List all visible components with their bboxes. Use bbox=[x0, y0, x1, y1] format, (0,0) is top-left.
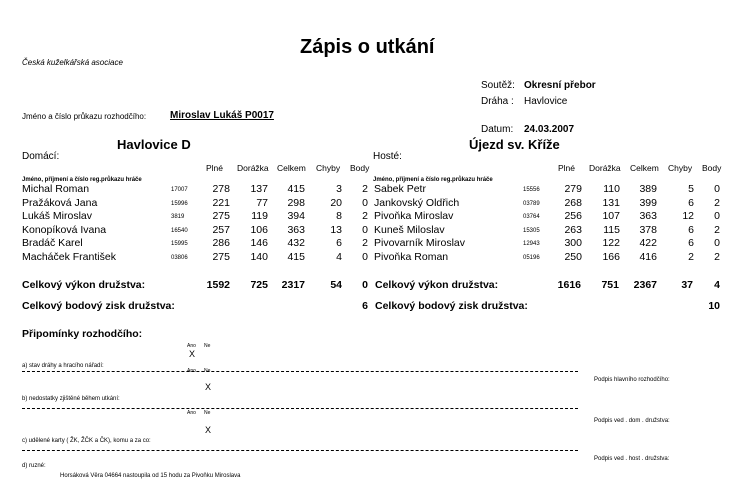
away-player-reg: 03764 bbox=[523, 214, 540, 221]
home-col-total: Celkem bbox=[277, 163, 306, 173]
away-player-name: Pivovarník Miroslav bbox=[374, 237, 466, 250]
away-player-reg: 15305 bbox=[523, 227, 540, 234]
competition-value: Okresní přebor bbox=[524, 80, 596, 91]
remark-b-mark: X bbox=[205, 382, 212, 392]
date-label: Datum: bbox=[481, 124, 514, 135]
remark-c-mark: X bbox=[205, 425, 212, 435]
home-player-reg: 15995 bbox=[171, 241, 188, 248]
home-player-full: 278 bbox=[212, 183, 230, 195]
away-player-total: 378 bbox=[639, 223, 657, 236]
home-player-clear: 146 bbox=[250, 237, 268, 250]
away-player-clear: 131 bbox=[602, 196, 620, 209]
home-col-errors: Chyby bbox=[316, 163, 341, 173]
remarks-title: Připomínky rozhodčího: bbox=[22, 328, 143, 340]
remark-c-label: c) udělené karty ( ŽK, ŽČK a ČK), komu a za co: bbox=[22, 438, 151, 444]
away-player-name: Sabek Petr bbox=[374, 183, 426, 195]
remark-b-no: Ne bbox=[204, 368, 211, 374]
remark-b-line bbox=[22, 408, 578, 409]
home-player-full: 257 bbox=[212, 223, 230, 236]
away-player-points: 2 bbox=[714, 223, 720, 236]
away-col-points: Body bbox=[702, 163, 722, 173]
away-player-reg: 12943 bbox=[523, 241, 540, 248]
away-player-name: Jankovský Oldřich bbox=[374, 196, 460, 209]
home-player-errors: 4 bbox=[336, 251, 342, 263]
remark-a-no: Ne bbox=[204, 343, 211, 349]
home-player-clear: 140 bbox=[250, 251, 268, 263]
away-score-label: Celkový bodový zisk družstva: bbox=[375, 300, 528, 312]
home-player-name: Pražáková Jana bbox=[22, 196, 98, 209]
home-team-name: Havlovice D bbox=[117, 137, 191, 152]
away-player-full: 256 bbox=[564, 210, 582, 223]
home-player-full: 286 bbox=[212, 237, 230, 250]
home-player-clear: 106 bbox=[250, 223, 268, 236]
signature-referee: Podpis hlavního rozhodčího: bbox=[594, 377, 670, 383]
signature-away-leader: Podpis ved . host . družstva: bbox=[594, 456, 670, 462]
away-side-label: Hosté: bbox=[373, 151, 402, 162]
away-player-errors: 2 bbox=[688, 251, 694, 263]
away-player-full: 268 bbox=[564, 196, 582, 209]
remark-a-yes: Ano bbox=[187, 343, 196, 349]
referee-value: Miroslav Lukáš P0017 bbox=[170, 110, 274, 121]
home-player-total: 298 bbox=[287, 196, 305, 209]
home-player-points: 2 bbox=[362, 237, 368, 250]
home-player-total: 432 bbox=[287, 237, 305, 250]
away-total-total: 2367 bbox=[633, 279, 657, 291]
remark-c-no: Ne bbox=[204, 410, 211, 416]
away-player-name: Pivoňka Roman bbox=[374, 251, 449, 263]
home-player-total: 363 bbox=[287, 223, 305, 236]
remark-b-yes: Ano bbox=[187, 368, 196, 374]
away-player-reg: 03789 bbox=[523, 200, 540, 207]
away-player-name: Pivoňka Miroslav bbox=[374, 210, 454, 223]
home-total-total: 2317 bbox=[281, 279, 305, 291]
away-col-full: Plné bbox=[558, 163, 576, 173]
away-player-clear: 115 bbox=[603, 223, 620, 236]
away-player-full: 279 bbox=[564, 183, 582, 195]
away-player-total: 389 bbox=[639, 183, 657, 195]
referee-label: Jméno a číslo průkazu rozhodčího: bbox=[22, 112, 147, 121]
away-total-clear: 751 bbox=[601, 279, 619, 291]
home-player-errors: 20 bbox=[330, 196, 342, 209]
away-player-points: 0 bbox=[714, 210, 720, 223]
away-player-clear: 166 bbox=[602, 251, 620, 263]
lane-value: Havlovice bbox=[524, 96, 568, 107]
home-player-errors: 3 bbox=[336, 183, 342, 195]
away-col-errors: Chyby bbox=[668, 163, 693, 173]
home-player-total: 394 bbox=[287, 210, 305, 223]
away-player-errors: 6 bbox=[688, 223, 694, 236]
home-player-reg: 03806 bbox=[171, 255, 188, 261]
home-player-name: Macháček František bbox=[22, 251, 116, 263]
home-player-reg: 16540 bbox=[171, 227, 188, 234]
lane-label: Dráha : bbox=[481, 96, 514, 107]
away-player-header: Jméno, příjmení a číslo reg.průkazu hráče bbox=[373, 177, 493, 183]
signature-home-leader: Podpis ved . dom . družstva: bbox=[594, 418, 670, 424]
away-player-name: Kuneš Miloslav bbox=[374, 223, 445, 236]
home-player-clear: 137 bbox=[250, 183, 268, 195]
away-player-errors: 5 bbox=[688, 183, 694, 195]
association-name: Česká kuželkářská asociace bbox=[22, 58, 123, 67]
home-player-clear: 77 bbox=[256, 196, 268, 209]
home-player-errors: 8 bbox=[336, 210, 342, 223]
away-score-value: 10 bbox=[708, 300, 720, 312]
home-player-name: Michal Roman bbox=[22, 183, 90, 195]
remark-a-line bbox=[22, 371, 578, 372]
away-col-clear: Dorážka bbox=[589, 163, 621, 173]
home-col-points: Body bbox=[350, 163, 370, 173]
home-player-name: Lukáš Miroslav bbox=[22, 210, 93, 223]
home-player-header: Jméno, příjmení a číslo reg.průkazu hráče bbox=[22, 177, 142, 183]
home-score-value: 6 bbox=[362, 300, 368, 312]
away-team-name: Újezd sv. Kříže bbox=[469, 137, 560, 152]
remark-a-mark: X bbox=[189, 349, 196, 359]
home-player-reg: 15996 bbox=[171, 200, 188, 207]
remark-c-line bbox=[22, 450, 578, 451]
home-player-points: 0 bbox=[362, 196, 368, 209]
away-player-clear: 107 bbox=[602, 210, 620, 223]
home-total-label: Celkový výkon družstva: bbox=[22, 279, 146, 291]
home-score-label: Celkový bodový zisk družstva: bbox=[22, 300, 175, 312]
home-player-total: 415 bbox=[287, 251, 305, 263]
home-player-points: 2 bbox=[362, 183, 368, 195]
away-player-total: 416 bbox=[639, 251, 657, 263]
away-player-errors: 6 bbox=[688, 237, 694, 250]
home-player-points: 0 bbox=[362, 251, 368, 263]
home-total-full: 1592 bbox=[206, 279, 230, 291]
away-player-points: 0 bbox=[714, 183, 720, 195]
away-player-total: 363 bbox=[639, 210, 657, 223]
home-player-full: 275 bbox=[212, 251, 230, 263]
page-title: Zápis o utkání bbox=[300, 36, 435, 58]
home-total-clear: 725 bbox=[250, 279, 268, 291]
away-total-errors: 37 bbox=[681, 279, 693, 291]
home-player-errors: 6 bbox=[336, 237, 342, 250]
remark-a-label: a) stav dráhy a hracího nářadí: bbox=[22, 363, 104, 369]
home-player-reg: 17007 bbox=[171, 187, 188, 193]
home-total-points: 0 bbox=[362, 279, 368, 291]
home-total-errors: 54 bbox=[330, 279, 342, 291]
away-player-points: 0 bbox=[714, 237, 720, 250]
away-player-total: 399 bbox=[639, 196, 657, 209]
home-col-clear: Dorážka bbox=[237, 163, 269, 173]
away-player-full: 263 bbox=[564, 223, 582, 236]
away-player-full: 300 bbox=[564, 237, 582, 250]
home-col-full: Plné bbox=[206, 163, 224, 173]
away-player-clear: 122 bbox=[602, 237, 620, 250]
home-player-errors: 13 bbox=[330, 223, 342, 236]
remark-c-yes: Ano bbox=[187, 410, 196, 416]
home-side-label: Domácí: bbox=[22, 151, 60, 162]
away-player-points: 2 bbox=[714, 251, 720, 263]
home-player-reg: 3819 bbox=[171, 214, 185, 221]
away-total-label: Celkový výkon družstva: bbox=[375, 279, 499, 291]
away-player-errors: 12 bbox=[682, 210, 694, 223]
away-player-total: 422 bbox=[639, 237, 657, 250]
remark-b-label: b) nedostatky zjištěné během utkání: bbox=[22, 396, 120, 402]
remark-d-label: d) ruzné: bbox=[22, 463, 46, 469]
home-player-points: 2 bbox=[362, 210, 368, 223]
home-player-points: 0 bbox=[362, 223, 368, 236]
away-total-full: 1616 bbox=[557, 279, 581, 291]
date-value: 24.03.2007 bbox=[524, 124, 575, 135]
home-player-clear: 119 bbox=[251, 210, 268, 223]
home-player-full: 221 bbox=[212, 196, 230, 209]
home-player-name: Konopíková Ivana bbox=[22, 223, 107, 236]
away-player-reg: 15556 bbox=[523, 187, 540, 193]
away-player-clear: 110 bbox=[603, 183, 620, 195]
home-player-full: 275 bbox=[212, 210, 230, 223]
away-player-errors: 6 bbox=[688, 196, 694, 209]
remark-d-text: Horsáková Věra 04664 nastoupila od 15 hodu za Pivoňku Miroslava bbox=[60, 473, 241, 479]
away-col-total: Celkem bbox=[630, 163, 659, 173]
away-player-points: 2 bbox=[714, 196, 720, 209]
competition-label: Soutěž: bbox=[481, 80, 515, 91]
home-player-total: 415 bbox=[287, 183, 305, 195]
away-player-reg: 05196 bbox=[523, 255, 540, 261]
away-player-full: 250 bbox=[564, 251, 582, 263]
away-total-points: 4 bbox=[714, 279, 720, 291]
home-player-name: Bradáč Karel bbox=[22, 237, 83, 250]
